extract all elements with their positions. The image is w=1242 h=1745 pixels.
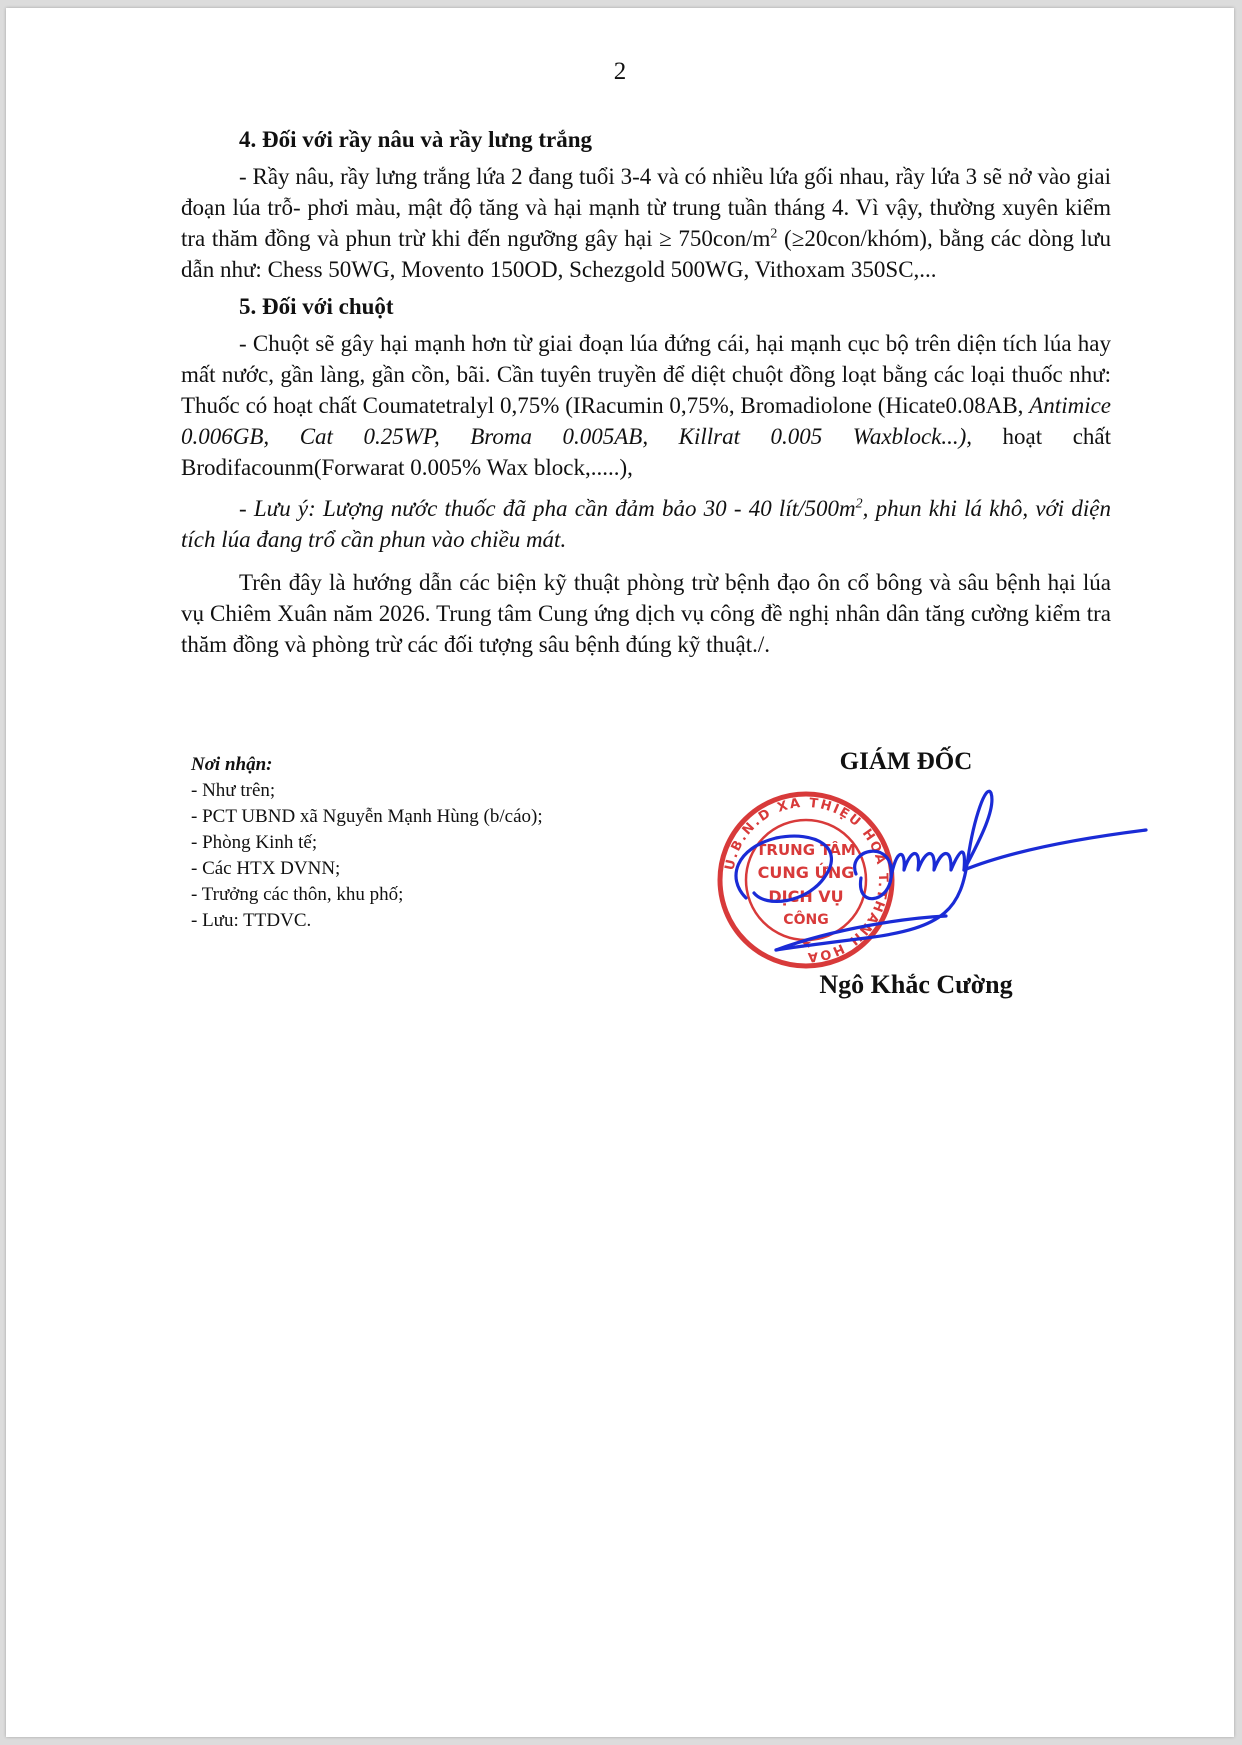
signer-name: Ngô Khắc Cường [819, 970, 1013, 999]
note-sup: 2 [855, 496, 863, 512]
section-5-text-a: - Chuột sẽ gây hại mạnh hơn từ giai đoạn lúa đứng cái, hại mạnh cục bộ trên diện tích lúa hay mất nước, gần làng, gần cồn, bãi. Cần tuyên truyền để diệt chuột đồng loạt bằng các loại thuốc như: Thuốc có hoạt chất Coumatetralyl 0,75% (IRacumin 0,75%, Bromadiolone (Hicate0.08AB, [181, 331, 1111, 418]
stamp-line-1: TRUNG TÂM [756, 841, 856, 859]
recipient-item: - Trưởng các thôn, khu phố; [191, 884, 404, 905]
recipient-item: - Như trên; [191, 780, 276, 801]
recipient-item: - Phòng Kinh tế; [191, 832, 318, 853]
stamp-ring-text: U.B.N.D XÃ THIỆU HÓA T.THANH HÓA [722, 795, 891, 965]
stamp-line-2: CUNG ỨNG [757, 863, 855, 882]
note-text-b: , phun khi lá khô, với diện tích lúa đang trổ cần phun vào chiều mát. [181, 496, 1112, 552]
stamp-and-signature [706, 778, 1206, 978]
section-5-paragraph [181, 328, 1111, 483]
note-paragraph [181, 493, 1111, 555]
page-number: 2 [613, 58, 627, 85]
section-4-heading: 4. Đối với rầy nâu và rầy lưng trắng [239, 127, 593, 152]
stamp-star-icon: ★ [799, 937, 813, 952]
stamp-line-3: DỊCH VỤ [768, 887, 844, 906]
recipients-title: Nơi nhận: [191, 754, 273, 775]
section-4-text-b: (≥20con/khóm), bằng các dòng lưu dẫn như: Chess 50WG, Movento 150OD, Schezgold 500WG, Vithoxam 350SC,... [181, 226, 1111, 282]
closing-paragraph: Trên đây là hướng dẫn các biện kỹ thuật phòng trừ bệnh đạo ôn cổ bông và sâu bệnh hại lúa vụ Chiêm Xuân năm 2026. Trung tâm Cung ứng dịch vụ công đề nghị nhân dân tăng cường kiểm tra thăm đồng và phòng trừ các đối tượng sâu bệnh đúng kỹ thuật./. [181, 570, 1111, 657]
recipient-item: - Các HTX DVNN; [191, 858, 341, 879]
document-page [6, 8, 1234, 1737]
signature-block [706, 748, 1226, 1008]
section-5-text-b: hoạt chất Brodifacounm(Forwarat 0.005% Wax block,.....), [181, 424, 1111, 480]
document-body [181, 124, 1111, 660]
section-4-sup: 2 [770, 226, 778, 242]
recipient-item: - PCT UBND xã Nguyễn Mạnh Hùng (b/cáo); [191, 806, 543, 827]
recipient-item: - Lưu: TTDVC. [191, 910, 312, 931]
section-4-paragraph [181, 161, 1111, 285]
section-4-text-a: - Rầy nâu, rầy lưng trắng lứa 2 đang tuổi 3-4 và có nhiều lứa gối nhau, rầy lứa 3 sẽ nở vào giai đoạn lúa trỗ- phơi màu, mật độ tăng và hại mạnh từ trung tuần tháng 4. Vì vậy, thường xuyên kiểm tra thăm đồng và phun trừ khi đến ngưỡng gây hại ≥ 750con/m [181, 164, 1111, 251]
section-5-italic-text: Antimice 0.006GB, Cat 0.25WP, Broma 0.005AB, Killrat 0.005 Waxblock...), [181, 393, 1111, 449]
section-5-heading: 5. Đối với chuột [239, 294, 394, 319]
signer-role: GIÁM ĐỐC [839, 748, 973, 775]
stamp-line-4: CÔNG [783, 912, 829, 928]
recipients-block [191, 752, 711, 934]
note-text-a: - Lưu ý: Lượng nước thuốc đã pha cần đảm bảo 30 - 40 lít/500m [239, 496, 856, 521]
